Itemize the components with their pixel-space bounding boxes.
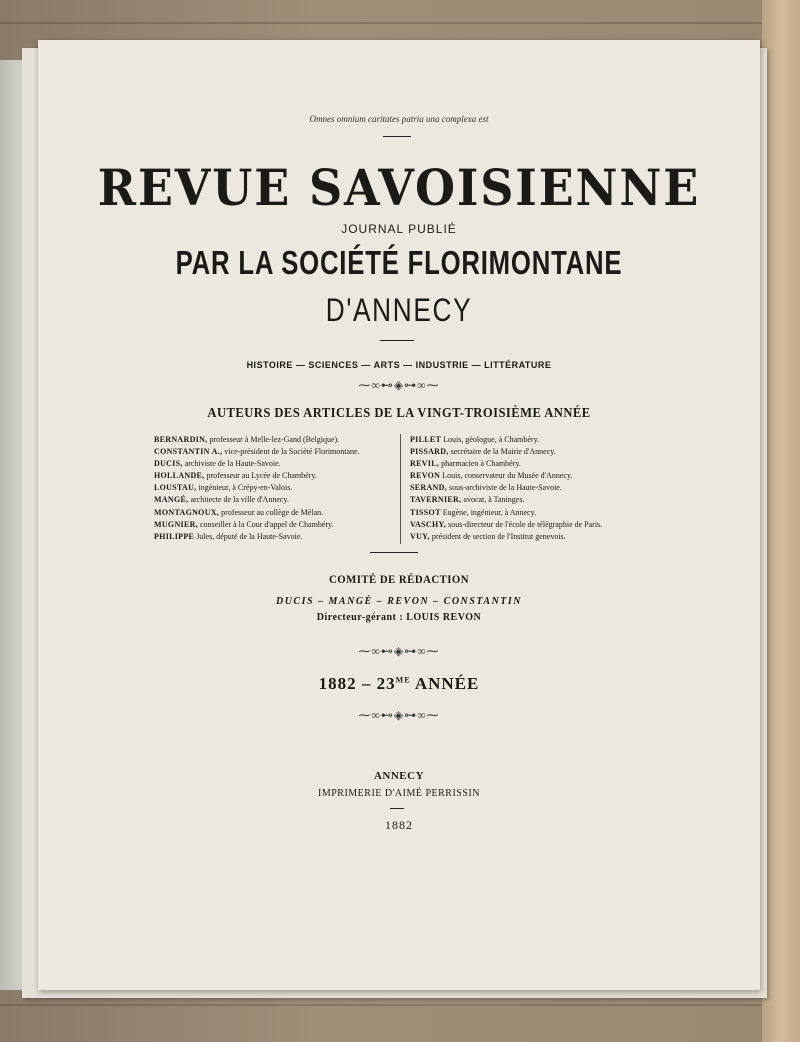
authors-right-column [410, 434, 670, 543]
author-name: MANGÉ, [154, 495, 189, 505]
author-desc: professeur au collège de Mélan. [221, 507, 324, 517]
author-entry [410, 519, 670, 531]
author-name: VASCHY, [410, 519, 447, 529]
author-name: PHILIPPE [154, 531, 195, 541]
author-desc: ingénieur, à Crépy-en-Valois. [198, 483, 293, 493]
title-page [38, 40, 760, 990]
column-divider [400, 434, 401, 544]
author-entry [410, 531, 670, 543]
author-name: PISSARD, [410, 447, 449, 457]
author-desc: Jules, député de la Haute-Savoie. [196, 531, 303, 541]
author-entry [410, 434, 670, 446]
author-desc: pharmacien à Chambéry. [441, 459, 521, 469]
society-name: PAR LA SOCIÉTÉ FLORIMONTANE [175, 244, 623, 281]
author-entry [154, 531, 394, 543]
author-entry [410, 458, 670, 470]
author-desc: sous-directeur de l'école de télégraphie de Paris. [448, 519, 603, 529]
author-desc: professeur à Melle-lez-Gand (Belgique). [209, 435, 340, 444]
journal-title: REVUE SAVOISIENNE [97, 158, 701, 217]
author-name: VUY, [410, 531, 430, 541]
wood-board [762, 0, 800, 1042]
author-name: TISSOT [410, 507, 441, 517]
wood-grain [0, 1004, 800, 1006]
ornament-flourish: ⁓∞⊷◈⊶∞⁓ [358, 378, 440, 392]
authors-left-column [154, 434, 394, 543]
printer-name: IMPRIMERIE D'AIMÉ PERRISSIN [318, 788, 480, 799]
author-name: MONTAGNOUX, [154, 507, 220, 517]
divider [380, 340, 414, 341]
author-desc: Louis, conservateur du Musée d'Annecy. [442, 471, 573, 481]
committee-heading: COMITÉ DE RÉDACTION [329, 572, 469, 586]
authors-heading: AUTEURS DES ARTICLES DE LA VINGT-TROISIÈME ANNÉE [207, 406, 591, 421]
author-name: PILLET [410, 435, 442, 444]
author-name: DUCIS, [154, 459, 183, 469]
year-superscript: ME [395, 675, 411, 685]
year-suffix: ANNÉE [410, 674, 480, 693]
author-entry [410, 446, 670, 458]
author-name: TAVERNIER, [410, 495, 462, 505]
committee-members: DUCIS – MANGÉ – REVON – CONSTANTIN [275, 596, 523, 607]
author-desc: président de section de l'Institut genevois. [431, 531, 566, 541]
motto: Omnes omnium caritates patria una complexa est [309, 114, 489, 124]
author-name: CONSTANTIN A., [154, 447, 223, 457]
author-desc: conseiller à la Cour d'appel de Chambéry. [199, 519, 334, 529]
author-name: HOLLANDE, [154, 471, 205, 481]
author-entry [154, 458, 394, 470]
ornament-flourish: ⁓∞⊷◈⊶∞⁓ [358, 708, 440, 722]
journal-line: JOURNAL PUBLIÉ [341, 222, 457, 236]
author-desc: archiviste de la Haute-Savoie. [184, 459, 281, 469]
imprint-city: ANNECY [373, 770, 425, 782]
author-entry [154, 494, 394, 506]
divider [370, 552, 418, 553]
ornament-flourish: ⁓∞⊷◈⊶∞⁓ [358, 644, 440, 658]
author-name: REVON [410, 471, 441, 481]
city-name: D'ANNECY [325, 292, 473, 328]
imprint-year: 1882 [385, 818, 413, 832]
year-text: 1882 – 23 [318, 674, 396, 693]
author-name: BERNARDIN, [154, 435, 208, 444]
author-desc: secrétaire de la Mairie d'Annecy. [450, 447, 556, 457]
author-entry [154, 519, 394, 531]
author-name: SERAND, [410, 483, 447, 493]
wood-grain [0, 22, 800, 24]
author-desc: Louis, géologue, à Chambéry. [443, 435, 540, 444]
author-entry [154, 482, 394, 494]
author-desc: sous-archiviste de la Haute-Savoie. [449, 483, 562, 493]
author-entry [154, 507, 394, 519]
author-entry [410, 470, 670, 482]
author-desc: Eugène, ingénieur, à Annecy. [442, 507, 537, 517]
divider [390, 808, 404, 809]
subjects-line: HISTOIRE — SCIENCES — ARTS — INDUSTRIE — LITTÉRATURE [246, 360, 552, 370]
year-volume [38, 674, 760, 694]
author-desc: architecte de la ville d'Annecy. [190, 495, 289, 505]
author-entry [154, 434, 394, 446]
author-entry [410, 482, 670, 494]
author-entry [410, 494, 670, 506]
author-name: REVIL, [410, 459, 440, 469]
author-name: MUGNIER, [154, 519, 198, 529]
author-desc: professeur au Lycée de Chambéry. [206, 471, 317, 481]
author-entry [154, 446, 394, 458]
author-name: LOUSTAU, [154, 483, 197, 493]
author-desc: avocat, à Taninges. [463, 495, 525, 505]
author-desc: vice-président de la Société Florimontane. [224, 447, 360, 457]
author-entry [154, 470, 394, 482]
director-line: Directeur-gérant : LOUIS REVON [316, 612, 482, 623]
author-entry [410, 507, 670, 519]
divider [383, 136, 411, 137]
